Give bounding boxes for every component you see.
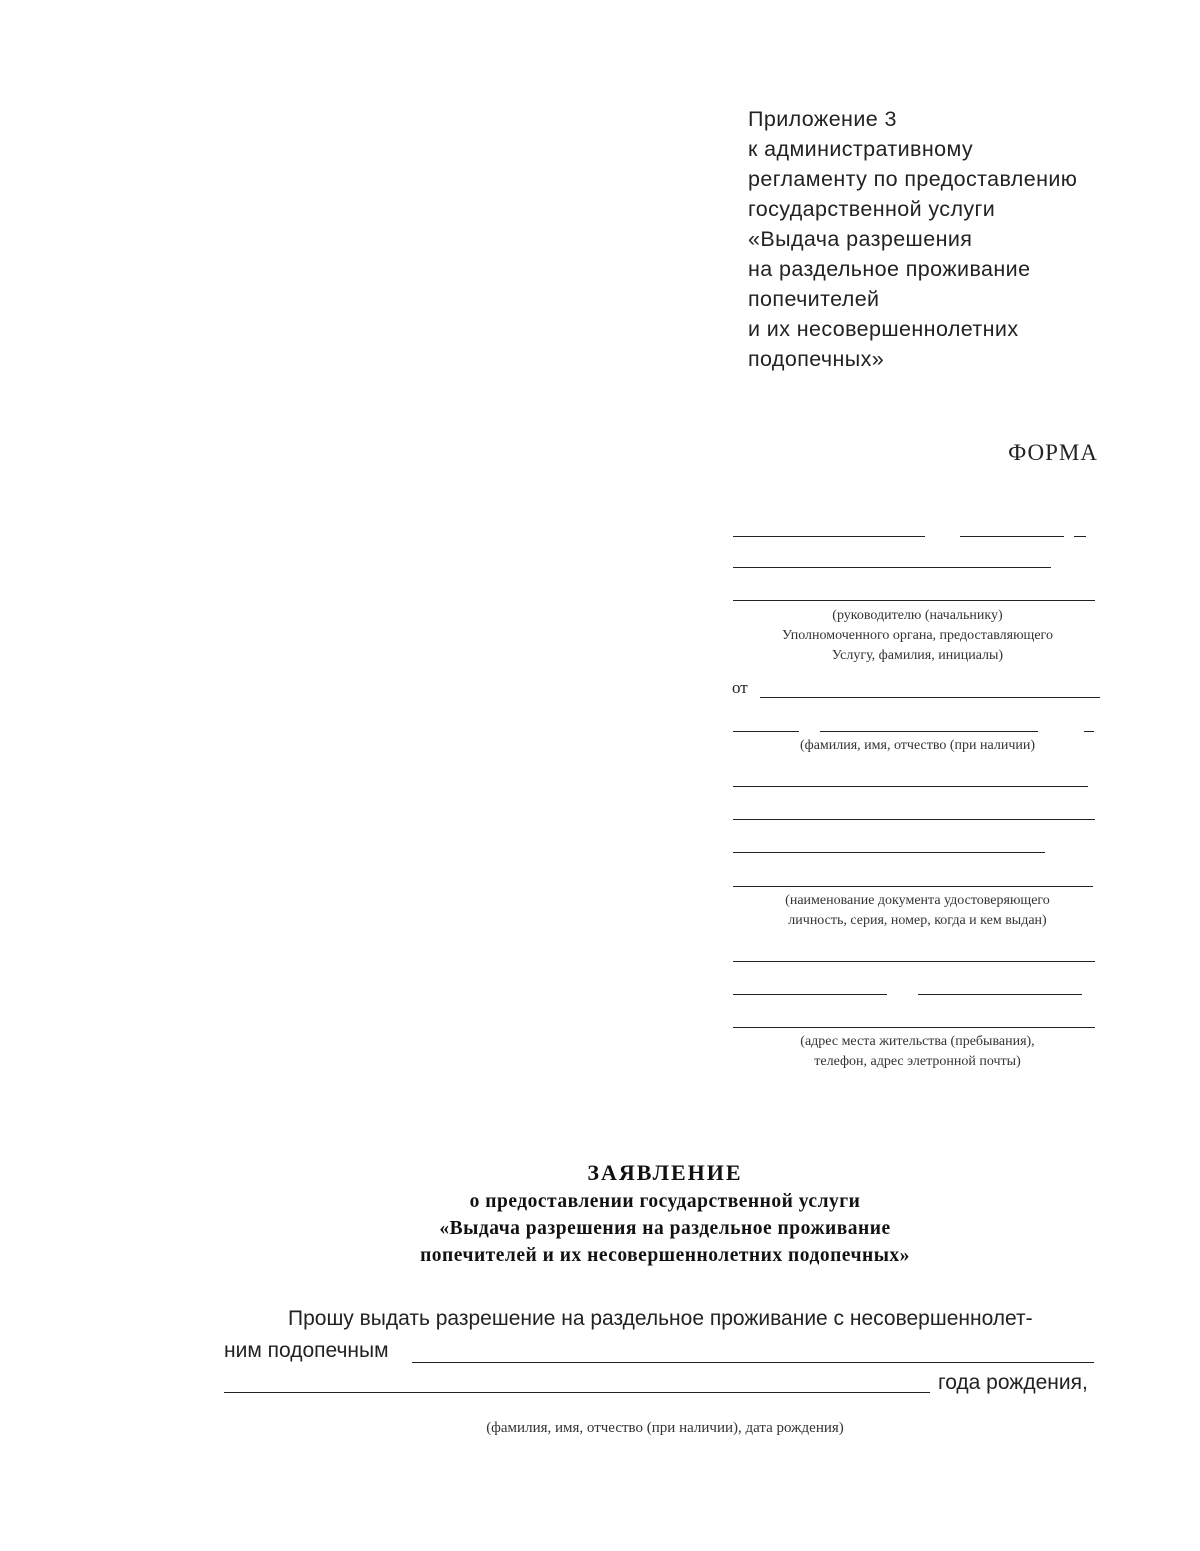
ward-name-field-line[interactable]: [412, 1362, 1094, 1363]
recipient-field-line[interactable]: [733, 600, 1095, 601]
appendix-line: государственной услуги: [748, 197, 996, 221]
ward-name-caption: (фамилия, имя, отчество (при наличии), дата рождения): [486, 1420, 844, 1436]
address-field-line[interactable]: [733, 961, 1095, 962]
id-document-caption: (наименование документа удостоверяющего личность, серия, номер, когда и кем выдан): [785, 893, 1050, 928]
title-subtitle: «Выдача разрешения на раздельное проживание: [439, 1218, 891, 1239]
name-field-line[interactable]: [820, 731, 1038, 732]
recipient-field-line[interactable]: [733, 536, 925, 537]
appendix-line: попечителей: [748, 287, 880, 311]
recipient-caption: (руководителю (начальнику) Уполномоченного органа, предоставляющего Услугу, фамилия, инициалы): [782, 608, 1053, 663]
appendix-line: и их несовершеннолетних: [748, 317, 1019, 341]
from-field-line[interactable]: [760, 697, 1100, 698]
appendix-line: на раздельное проживание: [748, 257, 1031, 281]
appendix-line: к административному: [748, 137, 974, 161]
title-main: ЗАЯВЛЕНИЕ: [587, 1160, 743, 1185]
application-title: [0, 1158, 1200, 1269]
birth-year-label: года рождения,: [938, 1371, 1088, 1394]
appendix-block: [748, 104, 1148, 374]
ward-name-field-line[interactable]: [224, 1392, 930, 1393]
form-label: ФОРМА: [1008, 440, 1098, 465]
recipient-field-line[interactable]: [1074, 536, 1086, 537]
request-text: Прошу выдать разрешение на раздельное проживание с несовершеннолет-: [288, 1307, 1033, 1330]
id-document-field-line[interactable]: [733, 819, 1095, 820]
appendix-line: регламенту по предоставлению: [748, 167, 1078, 191]
address-field-line[interactable]: [733, 994, 887, 995]
from-label: от: [732, 678, 748, 697]
title-subtitle: попечителей и их несовершеннолетних подопечных»: [420, 1245, 910, 1266]
address-field-line[interactable]: [918, 994, 1082, 995]
name-field-line[interactable]: [1084, 731, 1094, 732]
recipient-field-line[interactable]: [960, 536, 1064, 537]
appendix-line: «Выдача разрешения: [748, 227, 973, 251]
name-caption: (фамилия, имя, отчество (при наличии): [799, 738, 1036, 753]
appendix-line: Приложение 3: [748, 107, 897, 131]
id-document-field-line[interactable]: [733, 786, 1088, 787]
appendix-line: подопечных»: [748, 347, 885, 371]
address-field-line[interactable]: [733, 1027, 1095, 1028]
address-caption: (адрес места жительства (пребывания), телефон, адрес элетронной почты): [800, 1034, 1035, 1069]
name-field-line[interactable]: [733, 731, 799, 732]
title-subtitle: о предоставлении государственной услуги: [469, 1191, 861, 1212]
id-document-field-line[interactable]: [733, 886, 1093, 887]
id-document-field-line[interactable]: [733, 852, 1045, 853]
request-text-continued: ним подопечным: [224, 1339, 389, 1362]
recipient-field-line[interactable]: [733, 567, 1051, 568]
